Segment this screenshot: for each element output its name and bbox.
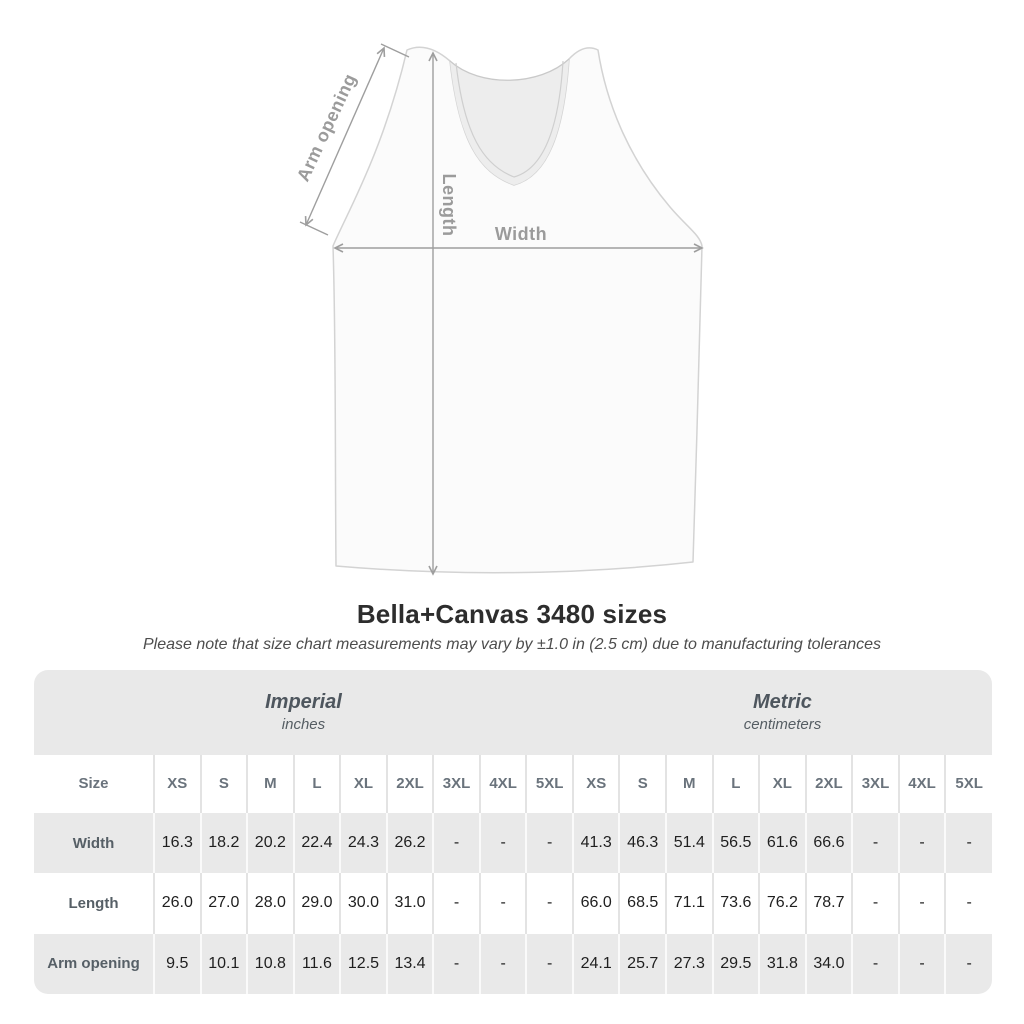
value-cell: 26.2 <box>387 813 434 873</box>
value-cell: 31.8 <box>759 934 806 994</box>
size-column-header: Size <box>34 755 154 813</box>
size-header-row <box>34 755 992 813</box>
size-header-cell-metric-xs: XS <box>573 755 620 813</box>
value-cell: 41.3 <box>573 813 620 873</box>
value-cell: - <box>945 934 992 994</box>
size-table-container <box>34 670 992 994</box>
value-cell: - <box>480 934 527 994</box>
value-cell: - <box>526 813 573 873</box>
size-header-cell-imperial-5xl: 5XL <box>526 755 573 813</box>
value-cell: 76.2 <box>759 873 806 933</box>
arm-opening-label: Arm opening <box>292 70 361 185</box>
size-header-cell-metric-4xl: 4XL <box>899 755 946 813</box>
table-row-arm-opening <box>34 934 992 994</box>
value-cell: 24.1 <box>573 934 620 994</box>
value-cell: 46.3 <box>619 813 666 873</box>
size-header-cell-metric-m: M <box>666 755 713 813</box>
value-cell: 9.5 <box>154 934 201 994</box>
value-cell: 24.3 <box>340 813 387 873</box>
imperial-sublabel: inches <box>281 716 326 733</box>
row-label: Width <box>34 813 154 873</box>
row-label: Length <box>34 873 154 933</box>
value-cell: - <box>852 934 899 994</box>
unit-header-row <box>34 670 992 755</box>
size-header-cell-metric-2xl: 2XL <box>806 755 853 813</box>
value-cell: 13.4 <box>387 934 434 994</box>
value-cell: - <box>526 934 573 994</box>
size-header-cell-imperial-4xl: 4XL <box>480 755 527 813</box>
size-header-cell-imperial-xl: XL <box>340 755 387 813</box>
value-cell: 26.0 <box>154 873 201 933</box>
value-cell: 27.0 <box>201 873 248 933</box>
value-cell: 10.8 <box>247 934 294 994</box>
value-cell: 11.6 <box>294 934 341 994</box>
size-header-cell-metric-xl: XL <box>759 755 806 813</box>
size-table <box>34 670 992 994</box>
value-cell: - <box>899 813 946 873</box>
metric-sublabel: centimeters <box>743 716 822 733</box>
value-cell: 29.5 <box>713 934 760 994</box>
value-cell: 56.5 <box>713 813 760 873</box>
imperial-label: Imperial <box>265 691 342 713</box>
size-header-cell-metric-l: L <box>713 755 760 813</box>
value-cell: 28.0 <box>247 873 294 933</box>
value-cell: 20.2 <box>247 813 294 873</box>
size-header-cell-imperial-s: S <box>201 755 248 813</box>
value-cell: 34.0 <box>806 934 853 994</box>
table-row-width <box>34 813 992 873</box>
unit-header-imperial <box>34 670 573 755</box>
value-cell: - <box>433 813 480 873</box>
value-cell: - <box>852 873 899 933</box>
row-label: Arm opening <box>34 934 154 994</box>
size-header-cell-imperial-xs: XS <box>154 755 201 813</box>
value-cell: - <box>480 813 527 873</box>
page-title: Bella+Canvas 3480 sizes <box>356 599 668 629</box>
value-cell: - <box>945 813 992 873</box>
value-cell: 31.0 <box>387 873 434 933</box>
size-header-cell-imperial-l: L <box>294 755 341 813</box>
value-cell: - <box>433 934 480 994</box>
value-cell: - <box>899 873 946 933</box>
value-cell: - <box>852 813 899 873</box>
size-header-cell-imperial-m: M <box>247 755 294 813</box>
value-cell: 61.6 <box>759 813 806 873</box>
value-cell: 73.6 <box>713 873 760 933</box>
value-cell: 30.0 <box>340 873 387 933</box>
metric-label: Metric <box>753 691 812 713</box>
value-cell: 51.4 <box>666 813 713 873</box>
width-label: Width <box>494 224 548 244</box>
value-cell: - <box>899 934 946 994</box>
unit-header-metric <box>573 670 992 755</box>
value-cell: - <box>945 873 992 933</box>
value-cell: 29.0 <box>294 873 341 933</box>
value-cell: 68.5 <box>619 873 666 933</box>
value-cell: 78.7 <box>806 873 853 933</box>
size-header-cell-imperial-3xl: 3XL <box>433 755 480 813</box>
size-header-cell-metric-3xl: 3XL <box>852 755 899 813</box>
value-cell: 22.4 <box>294 813 341 873</box>
value-cell: 66.0 <box>573 873 620 933</box>
value-cell: 71.1 <box>666 873 713 933</box>
tank-top-shape <box>333 47 702 573</box>
value-cell: - <box>433 873 480 933</box>
value-cell: 66.6 <box>806 813 853 873</box>
value-cell: 25.7 <box>619 934 666 994</box>
tolerance-note: Please note that size chart measurements may vary by ±1.0 in (2.5 cm) due to manufacturing tolerances <box>142 636 882 653</box>
size-header-cell-imperial-2xl: 2XL <box>387 755 434 813</box>
value-cell: 27.3 <box>666 934 713 994</box>
value-cell: 10.1 <box>201 934 248 994</box>
size-header-cell-metric-5xl: 5XL <box>945 755 992 813</box>
value-cell: - <box>480 873 527 933</box>
value-cell: 16.3 <box>154 813 201 873</box>
size-header-cell-metric-s: S <box>619 755 666 813</box>
table-row-length <box>34 873 992 933</box>
value-cell: 12.5 <box>340 934 387 994</box>
tank-top-diagram <box>280 30 740 590</box>
value-cell: - <box>526 873 573 933</box>
value-cell: 18.2 <box>201 813 248 873</box>
length-label: Length <box>439 173 459 237</box>
